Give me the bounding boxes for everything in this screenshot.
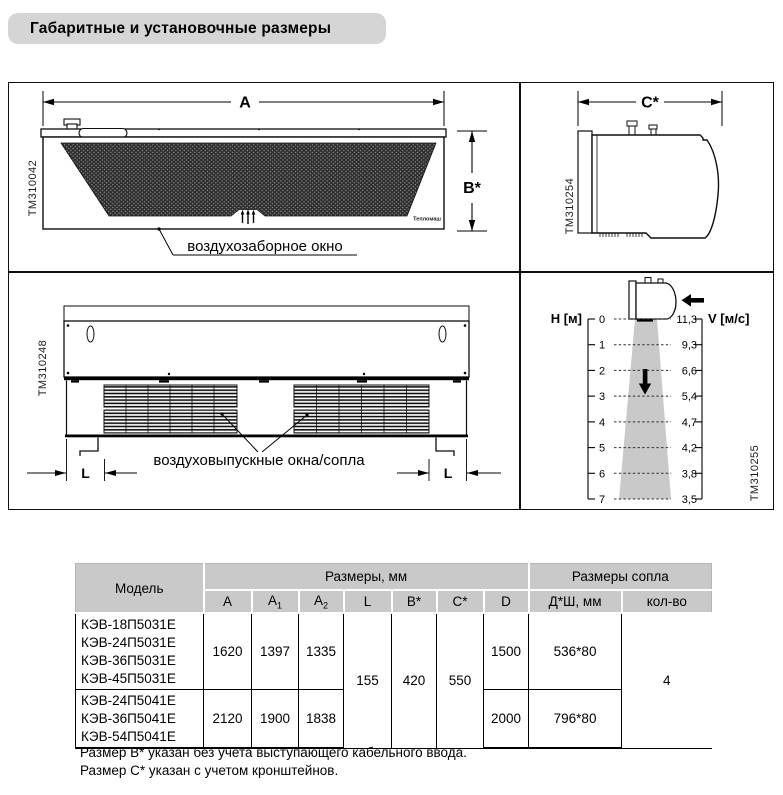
value-b-shared: 420: [392, 613, 437, 748]
header-dimensions-group: Размеры, мм: [204, 564, 529, 591]
header-col-qty: кол-во: [622, 590, 712, 613]
dim-a-label: A: [239, 94, 251, 112]
header-col-a1: $A_1$: [252, 590, 299, 613]
svg-text:0: 0: [598, 313, 605, 326]
front-view-code: ТМ310042: [27, 159, 39, 217]
dim-b-label: B*: [463, 180, 481, 197]
header-col-a: A: [204, 590, 252, 613]
value-c-shared: 550: [437, 613, 484, 748]
side-view-drawing: [521, 83, 773, 271]
unit-side-icon: [629, 277, 676, 321]
header-nozzle-group: Размеры сопла: [529, 564, 712, 591]
v-axis-label: V [м/с]: [707, 310, 749, 326]
svg-text:4,2: 4,2: [681, 442, 697, 455]
svg-text:5: 5: [598, 442, 605, 455]
outlet-grilles: [104, 385, 429, 433]
front-view-drawing: [9, 83, 519, 271]
side-view-code: ТМ310254: [563, 177, 576, 235]
svg-text:6: 6: [598, 467, 605, 480]
svg-text:3,8: 3,8: [681, 467, 697, 480]
header-col-l: L: [344, 590, 392, 613]
inflow-arrow-icon: [681, 294, 704, 307]
header-col-d: D: [484, 590, 529, 613]
value-nozzle-group1: 536*80: [529, 613, 622, 690]
header-model: Модель: [76, 564, 204, 614]
value-a-group1: 1620: [204, 613, 252, 690]
svg-text:1: 1: [598, 339, 605, 352]
note-b: Размер В* указан без учета выступающего кабельного ввода.: [80, 745, 467, 760]
side-view-device: [578, 121, 719, 238]
footnotes: [80, 744, 467, 779]
intake-mesh: [61, 143, 436, 216]
svg-text:11,3: 11,3: [675, 313, 697, 326]
svg-text:7: 7: [598, 493, 605, 506]
value-a2-group1: 1335: [299, 613, 344, 690]
header-col-nozzle-size: Д*Ш, мм: [529, 590, 622, 613]
svg-text:2: 2: [598, 364, 605, 377]
drawings-panel: [8, 82, 774, 510]
svg-text:6,6: 6,6: [681, 364, 697, 377]
model-list-group1: КЭВ-18П5031Е КЭВ-24П5031Е КЭВ-36П5031Е КЭВ-45П5031Е: [76, 613, 204, 690]
brand-wordmark: Тепломаш: [413, 216, 441, 223]
note-c: Размер С* указан с учетом кронштейнов.: [80, 762, 339, 778]
airflow-diagram: [521, 273, 773, 508]
airflow-cone: [619, 319, 671, 499]
airflow-diagram-code: ТМ310255: [748, 444, 761, 501]
value-a-group2: 2120: [204, 690, 252, 749]
table-row-group1: [76, 613, 712, 690]
h-axis-ticks: [599, 314, 605, 506]
h-axis-label: Н [м]: [550, 310, 582, 326]
svg-text:4: 4: [598, 416, 605, 429]
value-a1-group1: 1397: [252, 613, 299, 690]
outlet-callout-label: воздуховыпускные окна/сопла: [153, 451, 365, 469]
page-title: [8, 13, 386, 44]
value-d-group2: 2000: [484, 690, 529, 749]
header-col-c: C*: [437, 590, 484, 613]
svg-text:3: 3: [598, 390, 605, 403]
model-list-group2: КЭВ-24П5041Е КЭВ-36П5041Е КЭВ-54П5041Е: [76, 690, 204, 749]
dim-l-left-label: L: [81, 464, 90, 481]
header-col-a2: $A_2$: [299, 590, 344, 613]
svg-text:4,7: 4,7: [681, 416, 697, 429]
dim-c-label: C*: [640, 94, 659, 112]
value-nozzle-group2: 796*80: [529, 690, 622, 749]
bottom-view-drawing: [9, 273, 519, 508]
value-qty-shared: 4: [622, 613, 712, 748]
page-title-text: Габаритные и установочные размеры: [30, 19, 332, 37]
value-l-shared: 155: [344, 613, 392, 748]
h-axis: [588, 319, 595, 499]
value-a1-group2: 1900: [252, 690, 299, 749]
value-a2-group2: 1838: [299, 690, 344, 749]
value-d-group1: 1500: [484, 613, 529, 690]
dim-l-right-label: L: [443, 464, 453, 481]
brand-flame-icon: [241, 209, 256, 224]
intake-callout-label: воздухозаборное окно: [187, 238, 343, 255]
v-axis-ticks: [676, 314, 697, 506]
spec-table: [75, 563, 712, 749]
bottom-view-code: ТМ310248: [37, 339, 49, 396]
svg-text:5,4: 5,4: [681, 390, 697, 403]
header-col-b: B*: [392, 590, 437, 613]
svg-text:3,5: 3,5: [681, 493, 697, 506]
svg-text:9,3: 9,3: [681, 339, 697, 352]
